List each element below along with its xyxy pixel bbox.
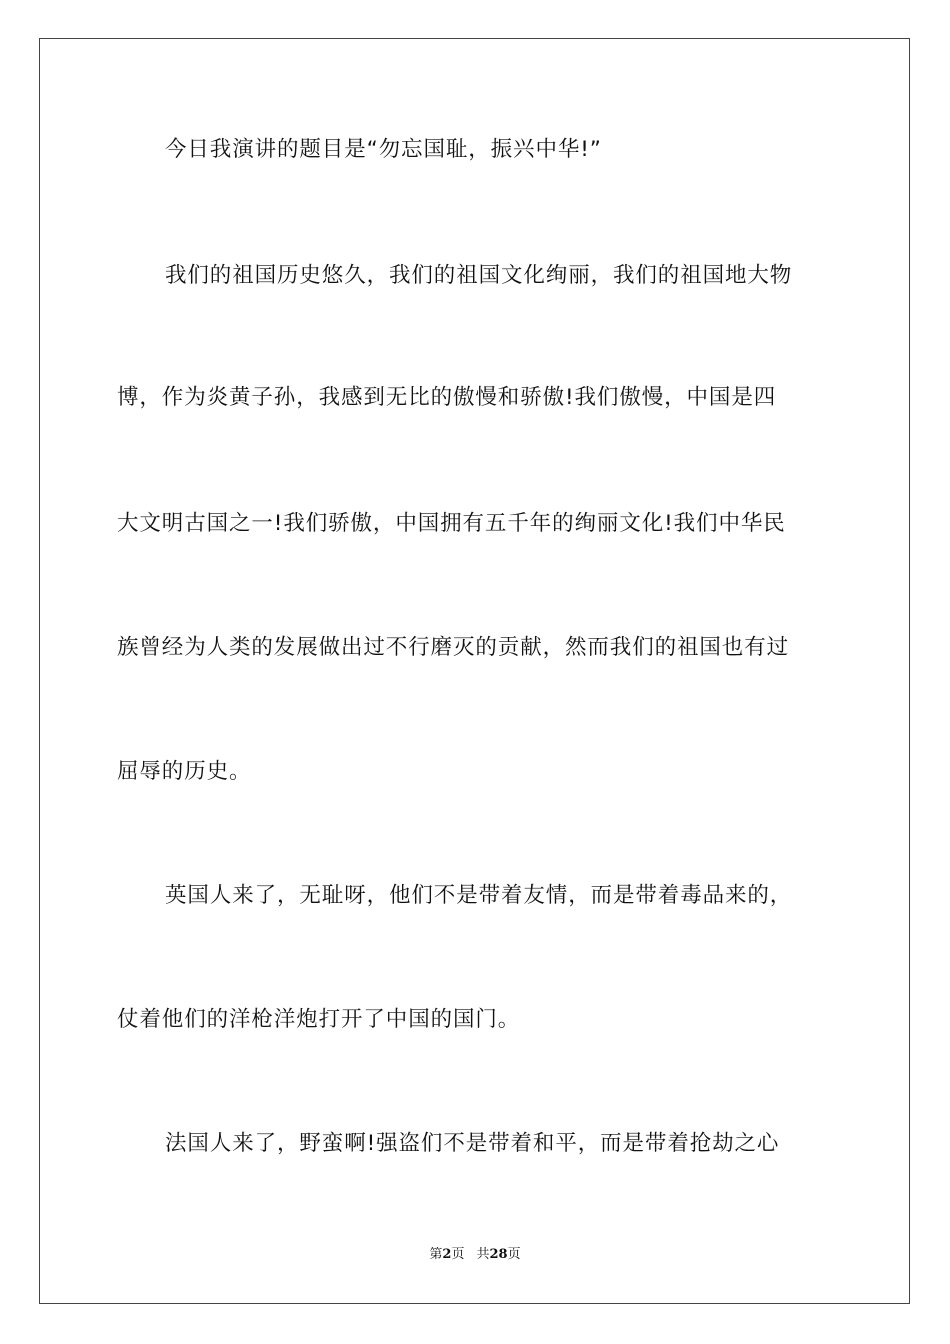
paragraph-line: 屈辱的历史。 (117, 759, 252, 784)
paragraph-line: 族曾经为人类的发展做出过不行磨灭的贡献，然而我们的祖国也有过 (117, 635, 790, 660)
total-prefix: 共 (476, 1247, 490, 1262)
page-border (39, 38, 910, 1304)
page-number: 2 (442, 1247, 452, 1262)
paragraph-line: 法国人来了，野蛮啊!强盗们不是带着和平，而是带着抢劫之心 (165, 1131, 780, 1156)
paragraph-line: 今日我演讲的题目是“勿忘国耻，振兴中华!” (165, 137, 602, 162)
page-footer (0, 1246, 950, 1264)
paragraph-line: 博，作为炎黄子孙，我感到无比的傲慢和骄傲!我们傲慢，中国是四 (117, 385, 777, 410)
paragraph-line: 我们的祖国历史悠久，我们的祖国文化绚丽，我们的祖国地大物 (165, 263, 793, 288)
paragraph-line: 大文明古国之一!我们骄傲，中国拥有五千年的绚丽文化!我们中华民 (117, 511, 786, 536)
paragraph-line: 英国人来了，无耻呀，他们不是带着友情，而是带着毒品来的， (165, 883, 793, 908)
page-prefix: 第 (429, 1247, 443, 1262)
total-pages: 28 (489, 1247, 508, 1262)
page-suffix: 页 (451, 1247, 465, 1262)
paragraph-line: 仗着他们的洋枪洋炮打开了中国的国门。 (117, 1007, 521, 1032)
total-suffix: 页 (507, 1247, 521, 1262)
